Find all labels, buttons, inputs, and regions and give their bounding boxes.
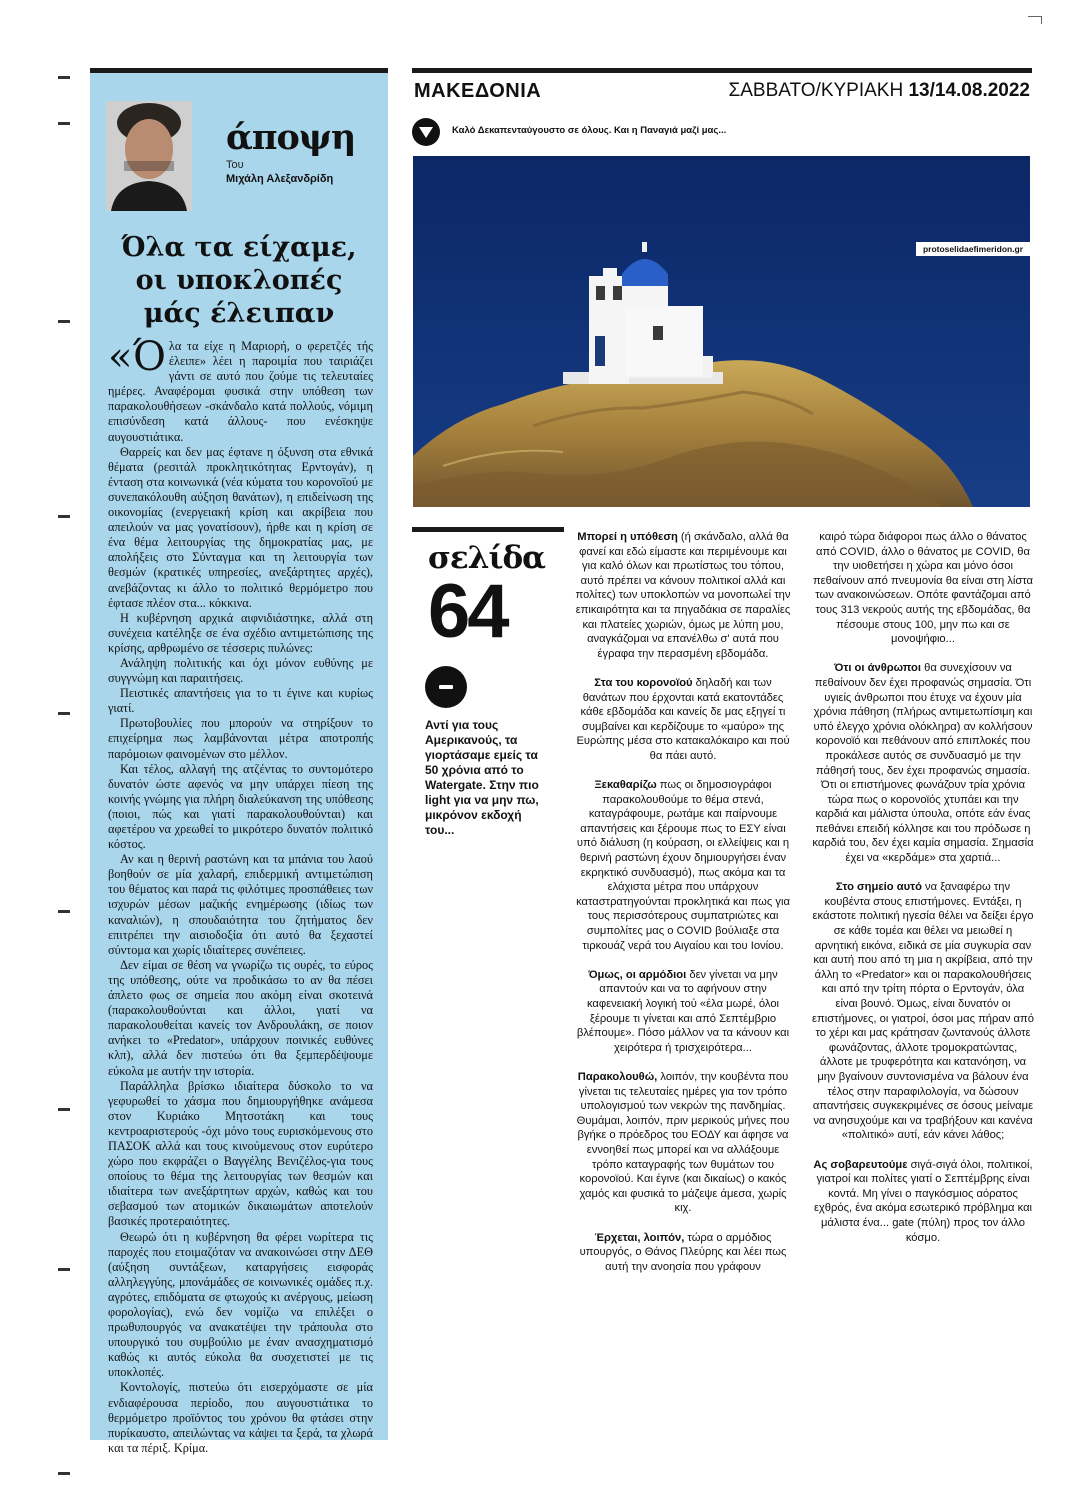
column-paragraph (572, 676, 794, 764)
paper-name: ΜΑΚΕΔΟΝΙΑ (414, 80, 542, 102)
watermark: protoselidaefimeridon.gr (916, 242, 1030, 256)
page-teaser (412, 527, 564, 1443)
scan-mark (58, 1108, 70, 1111)
photo-caption-row (412, 118, 1032, 148)
opinion-column (90, 68, 388, 1455)
headline-line: μάς έλειπαν (143, 298, 335, 329)
opinion-paragraph: Ανάληψη πολιτικής και όχι μόνον ευθύνης με συγγνώμη και παραιτήσεις. (108, 655, 373, 686)
article-column-1 (572, 530, 794, 1289)
crop-mark (1028, 16, 1042, 24)
paragraph-text: δεν γίνεται να μην απαντούν και να το αφήνουν στην καφενειακή λογική τού «έλα μωρέ, όλοι ξέρουμε τι γίνεται και από Σεπτέμβριο βλέπουμε». Πόσο μάλλον να τα κάνουν και χειρότερα ή τρισχειρότερα... (576, 968, 790, 1054)
byline-prefix: Του (226, 159, 244, 171)
paragraph-lead: Ότι οι άνθρωποι (834, 662, 921, 675)
paragraph-text: να ξαναφέρω την κουβέντα στους επιστήμονες. Εντάξει, η εκάστοτε πολιτική ηγεσία θέλει να δείξει έργο σε κάθε τομέα και θέλει να μειωθεί η αρνητική εικόνα, ειδικά σε μία συγκυρία σαν και αυτή που από τη μια η ακρίβεια, από την άλλη το «Predator» και οι παρακολουθήσεις και από την τρίτη πόρτα ο Ερντογάν, όλα είναι βουνό. Όμως, είναι δυνατόν οι επιστήμονες, οι γιατροί, όσοι μας πήραν από το χέρι και μας κράτησαν ζωντανούς άλλοτε φωνάζοντας, άλλοτε τρομοκρατώντας, άλλοτε με τρυφερότητα και κατανόηση, να μην βγαίνουν συντονισμένα να βάλουν ένα τέλος στην παραφιλολογία, να δώσουν απαντήσεις συγκεκριμένες σε όσους μείναμε να ανησυχούμε και να τραβήξουν και κανένα «πολιτικό» αυτί, εάν κάνει λάθος; (812, 881, 1034, 1142)
issue-number-date: 13/14.08.2022 (908, 80, 1030, 101)
dropcap: «Ό (108, 334, 166, 380)
column-paragraph (812, 1158, 1034, 1246)
opinion-paragraph (108, 334, 373, 445)
paragraph-text: σιγά-σιγά όλοι, πολιτικοί, γιατροί και πολίτες γιατί ο Σεπτέμβρης είναι κοντά. Μη γίνει ο παγκόσμιος αόρατος εχθρός, ένα ακόμα εσωτερικό πρόβλημα και μάλιστα ένα... gate (πύλη) προς τον άλλο κόσμο. (813, 1158, 1033, 1244)
scan-mark (58, 122, 70, 125)
page-number: 64 (428, 569, 507, 654)
triangle-down-icon (412, 118, 440, 146)
paragraph-lead: Παρακολουθώ, (577, 1070, 658, 1083)
page-label: σελίδα (428, 540, 545, 576)
paragraph-lead: Έρχεται, λοιπόν, (594, 1231, 685, 1244)
column-paragraph (572, 778, 794, 953)
column-paragraph (812, 880, 1034, 1143)
paragraph-text: λοιπόν, την κουβέντα που γίνεται τις τελευταίες ημέρες για τον τρόπο υπολογισμού των νεκρών της πανδημίας. Θυμάμαι, λοιπόν, πριν μερικούς μήνες που βγήκε ο πρόεδρος του ΕΟΔΥ και άφησε να εννοηθεί πως μπορεί και να αλλάξουμε τρόπο καταγραφής των θυμάτων του κορονοϊού. Και έγινε (και δικαίως) ο κακός χαμός και φυσικά το μάζεψε άμεσα, χωρίς κιχ. (576, 1070, 790, 1215)
opinion-paragraph: Θεωρώ ότι η κυβέρνηση θα φέρει νωρίτερα τις παροχές που ετοιμαζόταν να ανακοινώσει στην ΔΕΘ (αύξηση συντάξεων, καταργήσεις εισφοράς αλληλεγγύης, μπονάμάδες σε κοινωνικές ομάδες π.χ. αγρότες, επιδόματα σε φτωχούς κι ανέργους, μείωση φορολογίας), ενώ δεν νομίζω να επιλέξει ο πρωθυπουργός να ανακατέψει την τράπουλα στο υπουργικό του συμβούλιο με έναν ανασχηματισμό καθώς κι αυτός εύκολα θα συσχετιστεί με τις υποκλοπές. (108, 1229, 373, 1380)
paragraph-lead: Ας σοβαρευτούμε (813, 1158, 908, 1171)
scan-mark (58, 712, 70, 715)
opinion-paragraph: Δεν είμαι σε θέση να γνωρίζω τις ουρές, το εύρος της υπόθεσης, ούτε να προδικάσω το αν θα πέσει άπλετο φως σε σημεία που ακόμη είναι σκοτεινά (παρακολουθούνται και άλλοι, γιατί να παρακολουθείται κανείς τον Ανδρουλάκη, σε ποιον ανήκει το «Predator», υπάρχουν ποινικές ευθύνες κλπ), αλλά δεν πιστεύω ότι θα ξεμπερδέψουμε εύκολα με αυτήν την ιστορία. (108, 957, 373, 1078)
paragraph-text: πως οι δημοσιογράφοι παρακολουθούμε το θέμα στενά, καταγράφουμε, ρωτάμε και παίρνουμε απαντήσεις και ξέρουμε πως το ΕΣΥ είναι υπό διάλυση (η κούραση, οι ελλείψεις και η θερινή ραστώνη έχουν δημιουργήσει έναν εκρηκτικό συνδυασμό), πως ακόμα και τα ελάχιστα μέτρα που υπάρχουν καταστρατηγούνται προκλητικά και πως για τους περισσότερους συμπατριώτες και συμπολίτες μας ο COVID βούλιαξε στα τιρκουάζ νερά του Αιγαίου και του Ιονίου. (576, 779, 790, 952)
opinion-paragraph: Παράλληλα βρίσκω ιδιαίτερα δύσκολο το να γεφυρωθεί το χάσμα που δημιουργήθηκε ανάμεσα στον Κυριάκο Μητσοτάκη και τους κεντροαριστερούς -όχι μόνο τους ευρισκόμενους στο ΠΑΣΟΚ αλλά και τους κινούμενους στον ευρύτερο χώρο που εκφράζει ο Βαγγέλης Βενιζέλος-για τους οποίους το θέμα της λειτουργίας των θεσμών και ιδιαίτερα των ανεξάρτητων αρχών, καθώς και του σεβασμού των ατομικών δικαιωμάτων αποτελούν βασικές προτεραιότητες. (108, 1078, 373, 1229)
article-column-2 (812, 530, 1034, 1260)
column-paragraph (572, 1231, 794, 1275)
column-paragraph (812, 530, 1034, 647)
opinion-paragraph: Θαρρείς και δεν μας έφτανε η όξυνση στα εθνικά θέματα (ρεσιτάλ προκλητικότητας Ερντογάν), η ένταση στα κοινωνικά (νέα κύματα του κορονοϊού με συνεπακόλουθη αύξηση θανάτων), η επιδείνωση της οικονομίας (ενεργειακή κρίση και ακρίβεια που απειλούν να μας γονατίσουν), ήρθε και η κρίση σε ένα θέμα λειτουργίας της δημοκρατίας μας, με απολήξεις στο Σύνταγμα και τη λειτουργία των θεσμών (κρατικές υπηρεσίες, ανεξάρτητες αρχές), ανεβάζοντας κι άλλο το πολιτικό θερμόμετρο που έφτασε πλέον στα... κόκκινα. (108, 444, 373, 610)
paragraph-lead: Όμως, οι αρμόδιοι (588, 968, 687, 981)
photo-caption: Καλό Δεκαπενταύγουστο σε όλους. Και η Παναγιά μαζί μας... (452, 125, 727, 136)
teaser-text: Αντί για τους Αμερικανούς, τα γιορτάσαμε εμείς τα 50 χρόνια από το Watergate. Στην πιο light για να μην πω, μικρόνον εκδοχή του... (425, 718, 539, 837)
minus-icon (425, 666, 467, 708)
paragraph-text: (ή σκάνδαλο, αλλά θα φανεί και εδώ είμαστε και περιμένουμε και για καλό όλων και πρωτίστως του τόπου, αυτό πρέπει να κάνουν πολιτικοί αλλά και πολίτες) των υποκλοπών να μονοπωλεί την επικαιρότητα και τα πηγαδάκια σε παραλίες και πλατείες χωριών, όμως με λύπη μου, αναγκάζομαι να επανέλθω σ' αυτά που έγραφα την περασμένη εβδομάδα. (575, 531, 791, 660)
issue-date (728, 80, 1030, 102)
column-paragraph (572, 1070, 794, 1216)
issue-day: ΣΑΒΒΑΤΟ/ΚΥΡΙΑΚΗ (728, 80, 904, 101)
column-paragraph (812, 661, 1034, 865)
opinion-body (108, 334, 373, 1456)
opinion-paragraph: Και τέλος, αλλαγή της ατζέντας το συντομότερο δυνατόν ώστε αφενός να μην υπάρχει πίεση της κοινής γνώμης για πλήρη διαλεύκανση της υπόθεσης (ποιοι, πώς και γιατί παρακολουθούνται) και αφετέρου να χρεωθεί το μικρότερο δυνατόν πολιτικό κόστος. (108, 761, 373, 852)
paragraph-lead: Στο σημείο αυτό (835, 881, 922, 894)
paragraph-lead: Στα του κορονοϊού (594, 676, 693, 689)
paragraph-text: λα τα είχε η Μαριορή, ο φερετζές τής έλειπε» λέει η παροιμία που ταιριάζει γάντι σε αυτό που ζούμε τις τελευταίες ημέρες. Αναφέρομαι φυσικά στην υπόθεση των παρακολουθήσεων -σκάνδαλο κατά πολλούς, νόμιμη επισύνδεση κατά άλλους- που ενέσκηψε αυγουστιάτικα. (108, 339, 373, 444)
paragraph-text: θα συνεχίσουν να πεθαίνουν δεν έχει προφανώς σημασία. Ότι υγιείς άνθρωποι που έτυχε να έχουν μία χρόνια πάθηση (πλήρως αντιμετωπίσιμη και υπό έλεγχο χρόνια ολόκληρα) αν κολλήσουν κορονοϊό και πεθάνουν από επιπλοκές που προκάλεσε αυτός σε συνδυασμό με την πάθησή τους, δεν έχει προφανώς σημασία. Ότι οι επιστήμονες φωνάζουν τρία χρόνια τώρα πως ο κορονοϊός χτυπάει και την καρδιά και μάλιστα ύπουλα, οπότε εάν ένας πεθάνει επειδή κόλλησε και του πρόδωσε η καρδιά του, δεν έχει καμία σημασία. Σημασία έχει να «κερδάμε» στα χαρτιά... (812, 662, 1034, 865)
opinion-paragraph: Κοντολογίς, πιστεύω ότι εισερχόμαστε σε μία ενδιαφέρουσα περίοδο, που αυγουστιάτικα το θερμόμετρο προϊόντος του χρόνου θα φτάσει στην πυρίκαυστο, απειλώντας να κάψει τα ξερά, τα χλωρά και τα πέριξ. Κρίμα. (108, 1380, 373, 1455)
paragraph-lead: Ξεκαθαρίζω (594, 779, 657, 792)
scan-mark (58, 1268, 70, 1271)
section-label: άποψη (226, 117, 356, 158)
opinion-paragraph: Η κυβέρνηση αρχικά αιφνιδιάστηκε, αλλά στη συνέχεια κατέληξε σε ένα σχέδιο αντιμετώπισης της κρίσης, αρθρωμένο σε τέσσερις πυλώνες: (108, 610, 373, 655)
scan-mark (58, 1472, 70, 1475)
paragraph-text: δηλαδή και των θανάτων που έρχονται κατά εκατοντάδες κάθε εβδομάδα και κανείς δε μας εξηγεί τι συμβαίνει και κερδίζουμε το «μαύρο» της Ευρώπης μέσα στο κατακαλόκαιρο και πού θα πάει αυτό. (576, 676, 790, 762)
headline-line: οι υποκλοπές (135, 265, 343, 296)
scan-mark (58, 320, 70, 323)
author-name: Μιχάλη Αλεξανδρίδη (226, 173, 334, 185)
author-photo (106, 101, 192, 211)
opinion-paragraph: Αν και η θερινή ραστώνη και τα μπάνια του λαού βοηθούν σε μία χαλαρή, επιδερμική αντιμετώπιση του θέματος και παρά τις φιλότιμες προσπάθειες των ισχυρών μέσων μαζικής ενημέρωσης (ιδίως των καναλιών), η σπουδαιότητα του ζητήματος δεν επιτρέπει την αισιοδοξία ότι αυτό θα ξεχαστεί σύντομα και χωρίς ιδιαίτερες συνέπειες. (108, 852, 373, 957)
scan-mark (58, 515, 70, 518)
paragraph-lead: Μπορεί η υπόθεση (577, 531, 678, 543)
column-paragraph (572, 530, 794, 661)
paragraph-text: τώρα ο αρμόδιος υπουργός, ο Θάνος Πλεύρης και λέει πως αυτή την ανοησία που γράφουν (579, 1231, 787, 1273)
church-photo (413, 156, 1030, 507)
opinion-paragraph: Πρωτοβουλίες που μπορούν να στηρίξουν το επιχείρημα πως λαμβάνονται μέτρα αποτροπής παρόμοιων φαινομένων στο μέλλον. (108, 716, 373, 761)
column-paragraph (572, 968, 794, 1056)
scan-mark (58, 76, 70, 79)
paragraph-text: καιρό τώρα διάφοροι πως άλλο ο θάνατος από COVID, άλλο ο θάνατος με COVID, θα την υιοθετήσει η χώρα και μόνο όσοι πεθαίνουν από πνευμονία θα είναι στη λίστα των ανακοινώσεων. Οπότε φαντάζομαι από τους 313 νεκρούς αυτής της εβδομάδας, θα πέσουμε στους 100, μην πω και σε μονοψήφιο... (812, 531, 1034, 646)
opinion-headline (90, 231, 388, 330)
opinion-paragraph: Πειστικές απαντήσεις για το τι έγινε και κυρίως γιατί. (108, 686, 373, 716)
scan-mark (58, 910, 70, 913)
headline-line: Όλα τα είχαμε, (121, 232, 357, 263)
masthead (412, 68, 1032, 106)
